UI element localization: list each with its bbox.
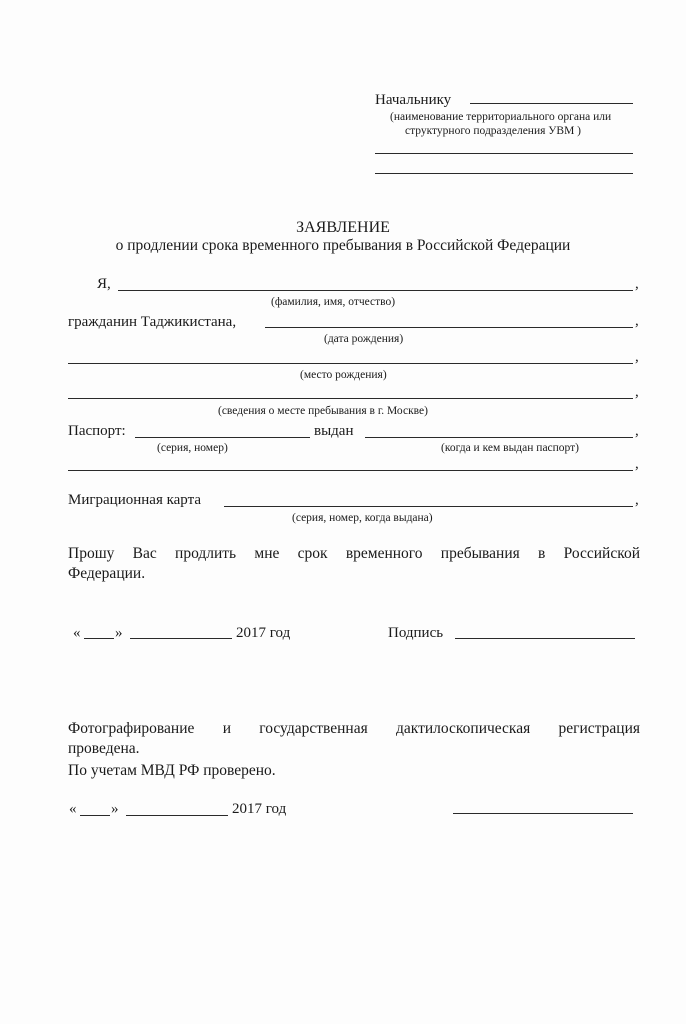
document-subtitle: о продлении срока временного пребывания в Российской Федерации xyxy=(115,237,571,254)
official-date-year: 2017 год xyxy=(232,801,287,817)
fio-hint: (фамилия, имя, отчество) xyxy=(271,296,396,308)
citizen-label: гражданин Таджикистана, xyxy=(68,314,237,330)
comma: , xyxy=(635,276,639,292)
request-text-line-2: Федерации. xyxy=(68,565,146,582)
comma: , xyxy=(635,492,639,508)
passport-issued-field[interactable] xyxy=(365,437,633,438)
official-signature-field[interactable] xyxy=(453,813,633,814)
birthplace-hint: (место рождения) xyxy=(300,369,387,381)
birthdate-field[interactable] xyxy=(265,327,633,328)
passport-label: Паспорт: xyxy=(68,423,126,439)
comma: , xyxy=(635,456,639,472)
passport-series-field[interactable] xyxy=(135,437,310,438)
addressee-hint-1: (наименование территориального органа или xyxy=(390,111,612,123)
fio-field[interactable] xyxy=(118,290,633,291)
addressee-field-2[interactable] xyxy=(375,153,633,154)
official-date-day-field[interactable] xyxy=(80,815,110,816)
comma: , xyxy=(635,384,639,400)
official-text-line-2: проведена. xyxy=(68,740,140,757)
passport-series-hint: (серия, номер) xyxy=(157,442,228,454)
birthplace-field[interactable] xyxy=(68,363,633,364)
addressee-field[interactable] xyxy=(470,103,633,104)
signature-field[interactable] xyxy=(455,638,635,639)
passport-extra-field[interactable] xyxy=(68,470,633,471)
date-month-field[interactable] xyxy=(130,638,232,639)
migration-card-hint: (серия, номер, когда выдана) xyxy=(292,512,433,524)
document-title: ЗАЯВЛЕНИЕ xyxy=(296,219,390,236)
passport-issued-hint: (когда и кем выдан паспорт) xyxy=(441,442,580,454)
date-year: 2017 год xyxy=(236,625,291,641)
official-date-quote-open: « xyxy=(69,801,77,817)
request-text-line-1: Прошу Вас продлить мне срок временного пребывания в Российской xyxy=(68,545,640,562)
official-date-month-field[interactable] xyxy=(126,815,228,816)
date-quote-close: » xyxy=(115,625,123,641)
date-day-field[interactable] xyxy=(84,638,114,639)
official-date-quote-close: » xyxy=(111,801,119,817)
stay-field[interactable] xyxy=(68,398,633,399)
comma: , xyxy=(635,423,639,439)
stay-hint: (сведения о месте пребывания в г. Москве) xyxy=(218,405,428,417)
comma: , xyxy=(635,313,639,329)
date-quote-open: « xyxy=(73,625,81,641)
migration-card-label: Миграционная карта xyxy=(68,492,202,508)
official-text-line-1: Фотографирование и государственная дактилоскопическая регистрация xyxy=(68,720,640,737)
signature-label: Подпись xyxy=(388,625,444,641)
official-text-line-3: По учетам МВД РФ проверено. xyxy=(68,762,276,779)
comma: , xyxy=(635,349,639,365)
addressee-label: Начальнику xyxy=(375,92,452,108)
addressee-field-3[interactable] xyxy=(375,173,633,174)
i-label: Я, xyxy=(97,276,111,292)
issued-label: выдан xyxy=(314,423,354,439)
migration-card-field[interactable] xyxy=(224,506,633,507)
addressee-hint-2: структурного подразделения УВМ ) xyxy=(405,125,582,137)
birthdate-hint: (дата рождения) xyxy=(324,333,404,345)
